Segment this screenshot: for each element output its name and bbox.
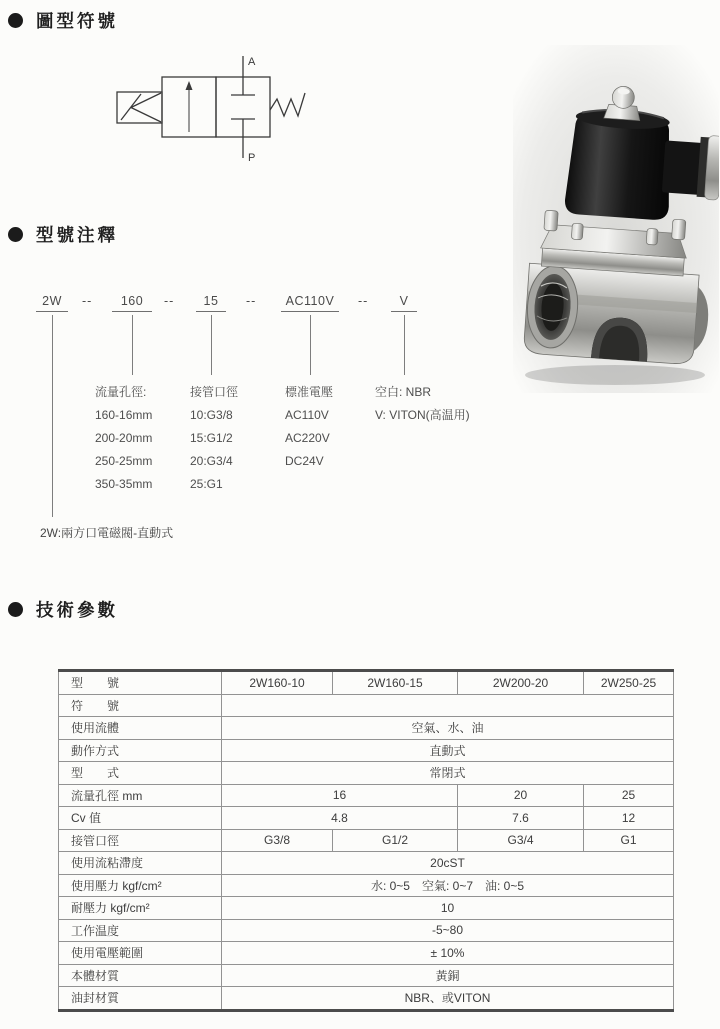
spec-label: 工作温度 [59,919,222,942]
spec-cell: 空氣、水、油 [222,717,674,740]
port-a-label: A [248,56,256,68]
table-row [59,964,674,987]
connector-line [404,315,405,375]
legend-item: AC220V [285,431,330,445]
bullet-icon [8,227,23,242]
connector-line [52,315,53,517]
valve-schematic-diagram [110,48,310,166]
model-code-segment: 15 [196,294,226,312]
spec-label: 流量孔徑 mm [59,784,222,807]
spec-cell: 黃銅 [222,964,674,987]
table-row [59,897,674,920]
legend-column-seal [375,381,470,427]
spec-cell: ± 10% [222,942,674,965]
model-code-segment: AC110V [281,294,339,312]
spec-cell: 20 [458,784,584,807]
model-code-separator: -- [164,294,175,308]
table-row [59,874,674,897]
spec-cell: 2W160-10 [222,671,333,695]
spec-label: 型 號 [59,671,222,695]
table-row [59,671,674,695]
spec-cell: 12 [584,807,674,830]
model-code-segment: V [391,294,417,312]
table-row [59,852,674,875]
section-title: 技術參數 [36,600,118,620]
port-p-label: P [248,152,256,164]
spec-label: 符 號 [59,694,222,717]
spec-label: 使用電壓範圍 [59,942,222,965]
spec-label: 耐壓力 kgf/cm² [59,897,222,920]
spec-cell: G1/2 [333,829,458,852]
spec-label: 使用流粘滯度 [59,852,222,875]
legend-item: 250-25mm [95,454,153,468]
spec-label: 本體材質 [59,964,222,987]
legend-item: 10:G3/8 [190,408,233,422]
section-title: 圖型符號 [36,11,118,31]
legend-item: V: VITON(高温用) [375,408,470,422]
spec-cell: -5~80 [222,919,674,942]
model-code-separator: -- [246,294,257,308]
section-title: 型號注釋 [36,225,118,245]
table-row [59,807,674,830]
spec-cell: 10 [222,897,674,920]
model-code-segment: 2W [36,294,68,312]
table-row [59,942,674,965]
legend-item: 空白: NBR [375,385,432,399]
model-code-separator: -- [82,294,93,308]
spec-table [58,669,674,1012]
spec-cell: 4.8 [222,807,458,830]
spec-cell: G1 [584,829,674,852]
model-footnote: 2W:兩方口電磁閥-直動式 [40,526,174,540]
legend-column-voltage [285,381,333,473]
legend-column-orifice [95,381,152,496]
legend-item: 15:G1/2 [190,431,233,445]
legend-item: 350-35mm [95,477,153,491]
model-code-segment: 160 [112,294,152,312]
table-row [59,829,674,852]
table-row [59,784,674,807]
spec-cell: G3/8 [222,829,333,852]
spec-cell: 2W160-15 [333,671,458,695]
spec-label: 動作方式 [59,739,222,762]
model-code-separator: -- [358,294,369,308]
table-row [59,717,674,740]
legend-item: 流量孔徑: [95,385,147,399]
legend-column-port [190,381,238,496]
legend-item: 25:G1 [190,477,223,491]
legend-item: 標准電壓 [285,385,334,399]
legend-item: 接管口徑 [190,385,239,399]
spec-cell: 25 [584,784,674,807]
table-row [59,987,674,1011]
spec-label: 油封材質 [59,987,222,1011]
section-header-symbol [8,8,118,33]
bullet-icon [8,602,23,617]
table-row [59,762,674,785]
spec-cell: 2W200-20 [458,671,584,695]
legend-item: 160-16mm [95,408,153,422]
legend-item: DC24V [285,454,324,468]
legend-item: 200-20mm [95,431,153,445]
spec-cell: 16 [222,784,458,807]
spec-cell: 直動式 [222,739,674,762]
legend-item: AC110V [285,408,329,422]
spec-cell: 7.6 [458,807,584,830]
spec-label: 接管口徑 [59,829,222,852]
legend-item: 20:G3/4 [190,454,233,468]
connector-line [211,315,212,375]
table-row [59,739,674,762]
section-header-model [8,222,118,247]
spec-cell: 20cST [222,852,674,875]
spec-label: 型 式 [59,762,222,785]
table-row [59,919,674,942]
spec-label: 使用壓力 kgf/cm² [59,874,222,897]
section-header-specs [8,597,118,622]
spec-cell: 常閉式 [222,762,674,785]
connector-line [310,315,311,375]
spec-cell [222,694,674,717]
spec-cell: G3/4 [458,829,584,852]
spec-cell: NBR、或VITON [222,987,674,1011]
spec-cell: 2W250-25 [584,671,674,695]
table-row [59,694,674,717]
spec-cell: 水: 0~5 空氣: 0~7 油: 0~5 [222,874,674,897]
connector-line [132,315,133,375]
product-photo [513,45,719,393]
spec-label: Cv 值 [59,807,222,830]
spec-label: 使用流體 [59,717,222,740]
arrow-up-icon [186,81,193,90]
bullet-icon [8,13,23,28]
